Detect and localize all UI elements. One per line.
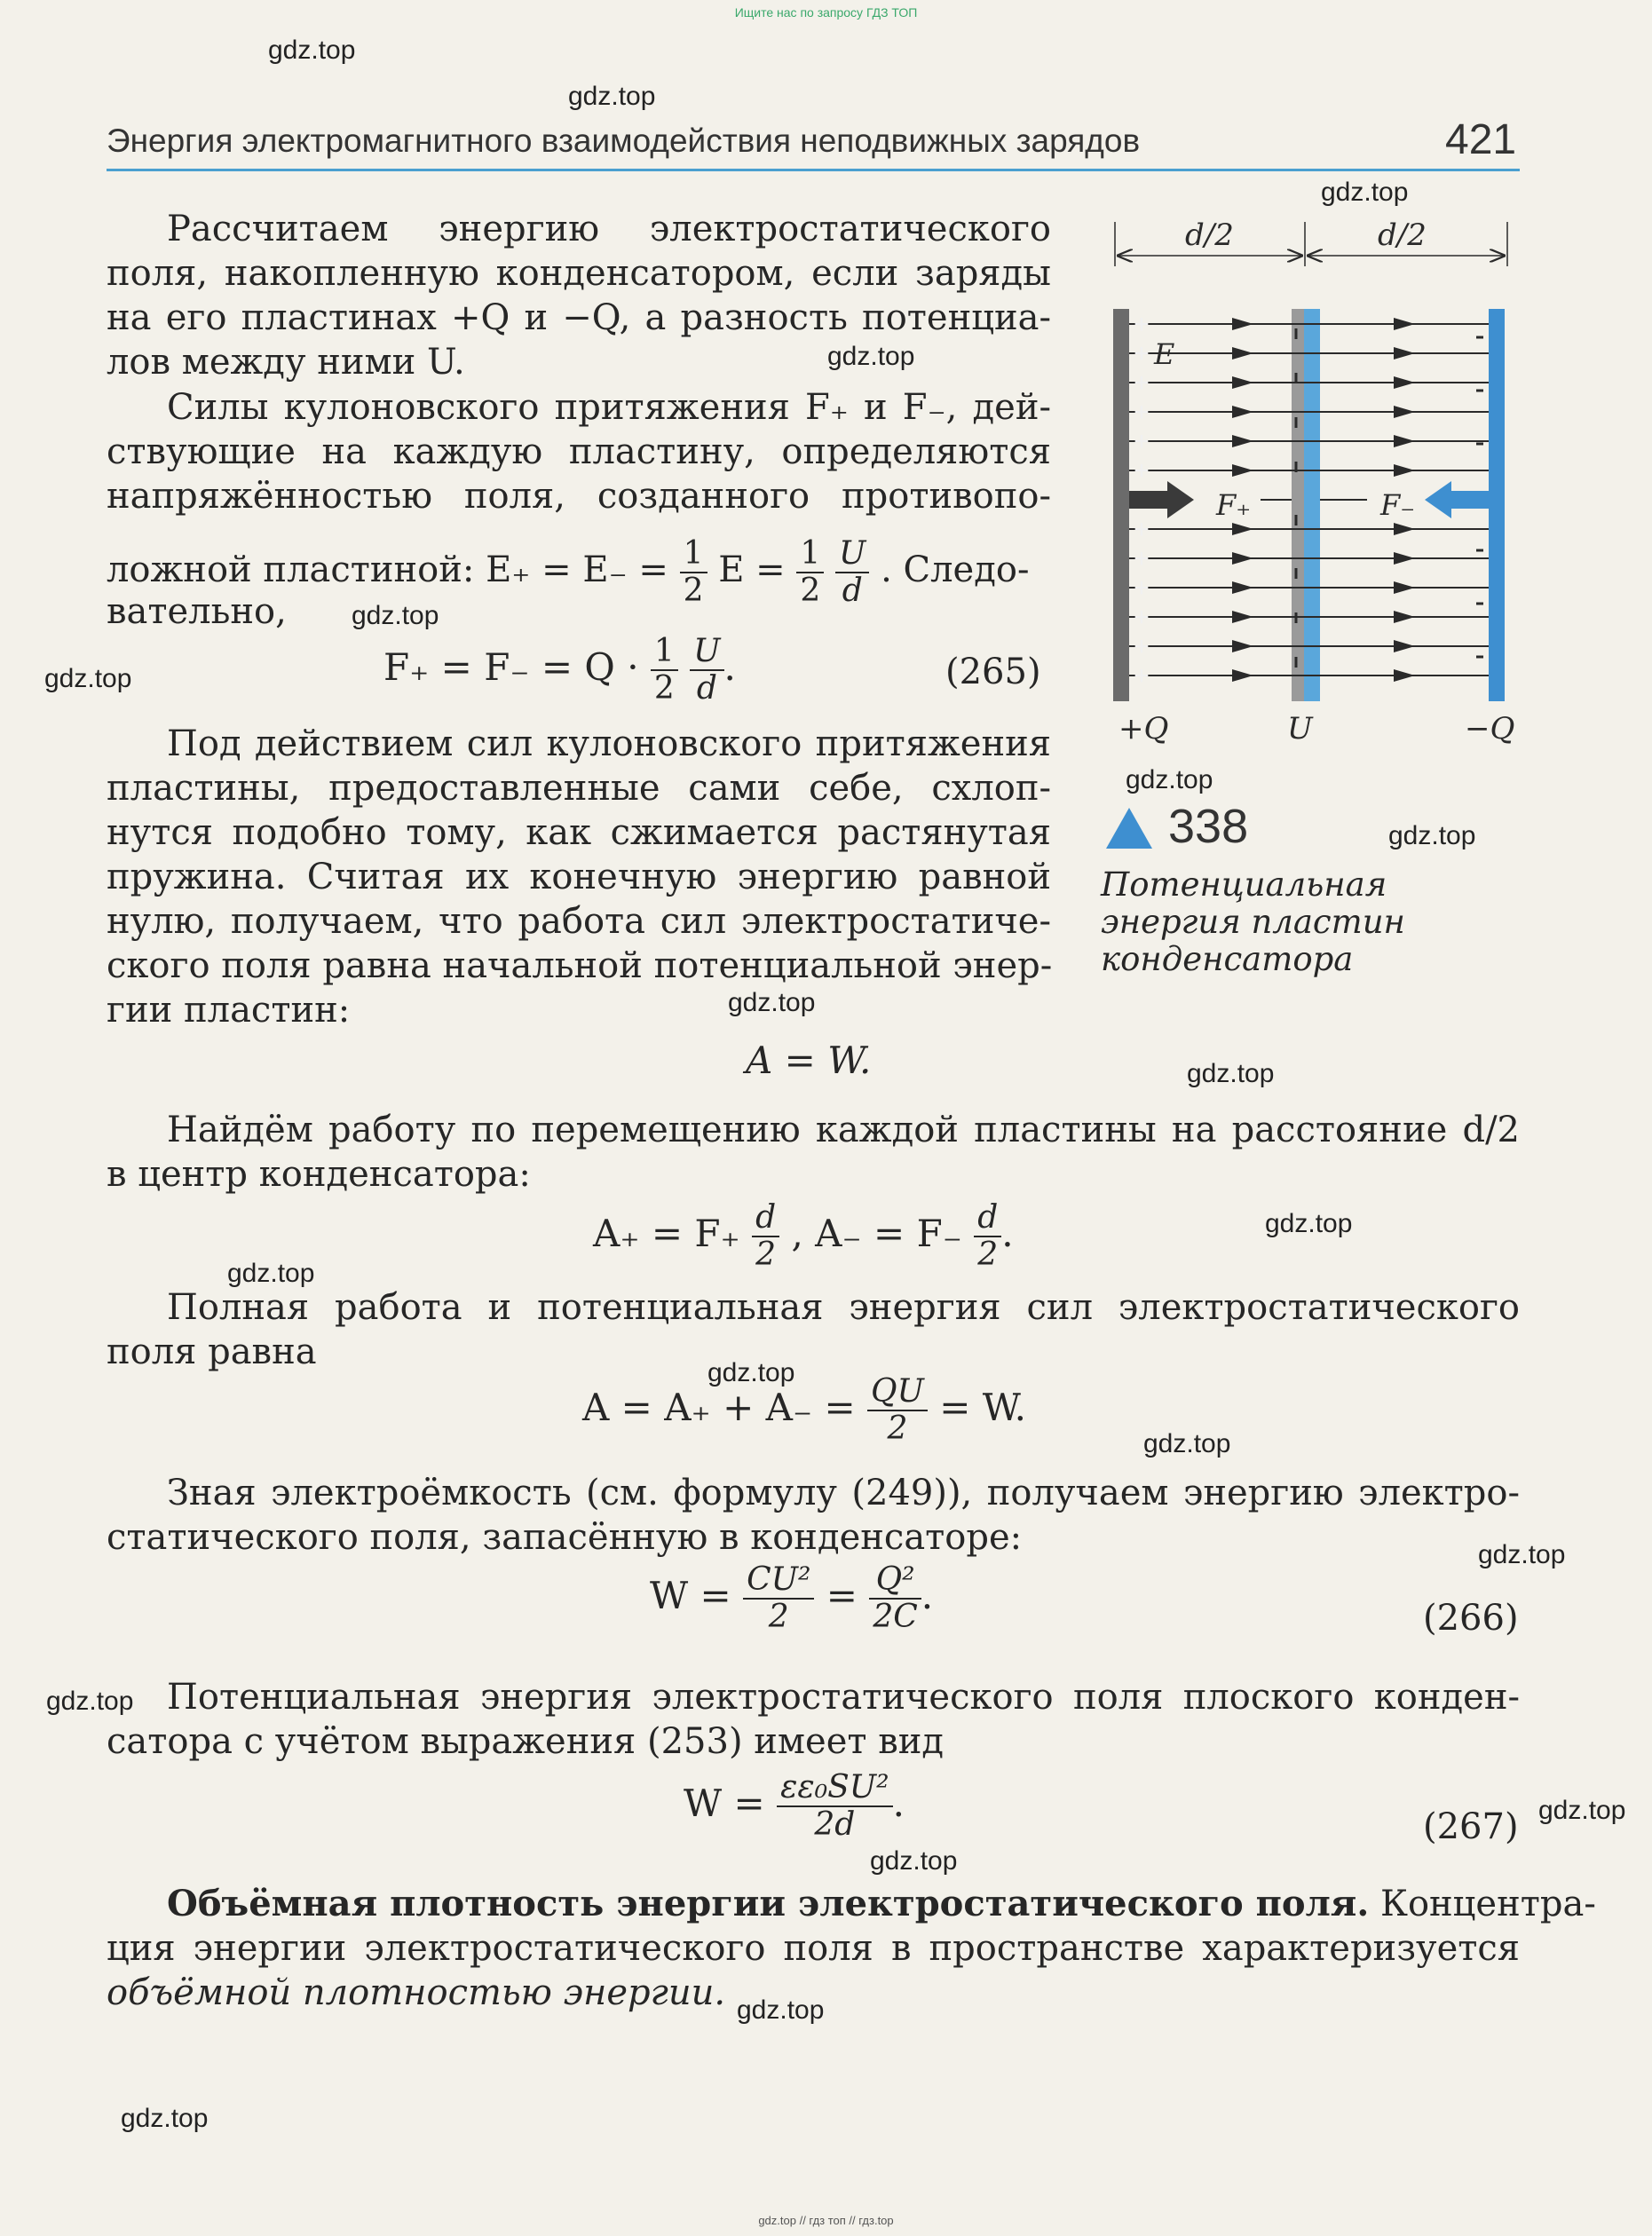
equation-number: (265): [945, 652, 1041, 692]
watermark: gdz.top: [827, 342, 915, 371]
fraction-u-over-d: $\frac{U}{d}$: [835, 536, 869, 609]
bottom-note: gdz.top // гдз топ // гдз.top: [758, 2214, 894, 2227]
figure-caption: [1101, 866, 1405, 978]
middle-plate: [1292, 309, 1304, 701]
text-line: сатора с учётом выражения (253) имеет вид: [107, 1721, 945, 1762]
text-fragment: Концентра-: [1369, 1884, 1596, 1924]
text-line: Потенциальная энергия электростатического поля плоского конден-: [167, 1677, 1520, 1718]
text-line: поля равна: [107, 1331, 317, 1372]
watermark: gdz.top: [707, 1358, 795, 1387]
top-note: Ищите нас по запросу ГДЗ ТОП: [734, 5, 918, 20]
watermark: gdz.top: [737, 1995, 825, 2025]
caption-line: Потенциальная: [1101, 865, 1387, 904]
capacitor-figure: [1101, 213, 1527, 746]
text-line: нулю, получаем, что работа сил электростатиче-: [107, 901, 1051, 942]
svg-text:+: +: [1134, 515, 1150, 544]
text-line: вательно,: [107, 591, 287, 632]
watermark: gdz.top: [1143, 1429, 1231, 1458]
label-u: U: [1287, 711, 1313, 746]
text-line: Полная работа и потенциальная энергия сил электростатического: [167, 1287, 1520, 1328]
svg-text:+: +: [1134, 632, 1150, 661]
equation-266: W = $\frac{\text{CU²}}{2}$ = $\frac{\text{Q²}}{2C}$ .: [650, 1561, 934, 1635]
watermark: gdz.top: [1538, 1796, 1626, 1825]
text-line: статического поля, запасённую в конденсаторе:: [107, 1517, 1023, 1558]
header-rule: [107, 169, 1520, 171]
equation-265: F₊ = F₋ = Q · $\frac{1}{2}$ $\frac{U}{d}$ .: [383, 633, 736, 707]
text-line: гии пластин:: [107, 990, 351, 1031]
fraction-d-over-2: $\frac{d}{2}$: [974, 1200, 1001, 1273]
caption-line: энергия пластин: [1101, 903, 1405, 941]
middle-plate-shade: [1304, 309, 1320, 701]
watermark: gdz.top: [268, 36, 356, 65]
text-line: Зная электроёмкость (см. формулу (249)), получаем энергию электро-: [167, 1473, 1520, 1513]
equation-267: W = $\frac{\text{εε₀SU²}}{2d}$ .: [684, 1769, 905, 1843]
equation-part: A = A₊ + A₋ =: [582, 1386, 856, 1429]
negative-plate: [1489, 309, 1505, 701]
watermark: gdz.top: [1321, 178, 1409, 207]
text-fragment: ложной пластиной: E₊ = E₋ =: [107, 549, 668, 590]
italic-term: объёмной плотностью энергии.: [107, 1972, 726, 2013]
svg-text:+: +: [1134, 427, 1150, 456]
text-line: Найдём работу по перемещению каждой пластины на расстояние d/2: [167, 1110, 1520, 1150]
watermark: gdz.top: [1187, 1059, 1275, 1088]
force-plus-label: F₊: [1216, 488, 1252, 522]
text-line: ского поля равна начальной потенциальной энер-: [107, 945, 1053, 986]
text-line: нутся подобно тому, как сжимается растянутая: [107, 812, 1051, 853]
text-line: Под действием сил кулоновского притяжения: [167, 723, 1051, 764]
text-line: лов между ними U.: [107, 342, 465, 383]
equation-number: (267): [1423, 1806, 1519, 1847]
fraction-half: $\frac{1}{2}$: [796, 536, 824, 609]
watermark: gdz.top: [121, 2104, 209, 2133]
label-plus-q: +Q: [1118, 711, 1169, 746]
text-line: поля, накопленную конденсатором, если заряды: [107, 253, 1051, 294]
field-label: E: [1154, 337, 1175, 371]
running-header: Энергия электромагнитного взаимодействия неподвижных зарядов: [107, 122, 1141, 159]
svg-text:+: +: [1134, 310, 1150, 339]
dim-label-left: d/2: [1185, 217, 1234, 253]
fraction-d-over-2: $\frac{d}{2}$: [752, 1200, 779, 1273]
text-fragment: . Следо-: [881, 549, 1030, 590]
text-line: пластины, предоставленные сами себе, схлоп-: [107, 768, 1051, 809]
equation-part: W =: [650, 1574, 731, 1617]
watermark: gdz.top: [1478, 1540, 1566, 1569]
fraction-half: $\frac{1}{2}$: [651, 634, 678, 707]
equation-total-work: [582, 1374, 1026, 1447]
svg-text:+: +: [1134, 573, 1150, 603]
force-minus-label: F₋: [1380, 488, 1416, 522]
positive-plate: [1113, 309, 1129, 701]
page-number: 421: [1445, 116, 1517, 163]
svg-text:+: +: [1134, 544, 1150, 573]
svg-text:+: +: [1134, 603, 1150, 632]
watermark: gdz.top: [1388, 821, 1476, 850]
fraction-q2-over-2c: $\frac{\text{Q²}}{2C}$: [869, 1562, 921, 1635]
text-line: на его пластинах +Q и −Q, а разность потенциа-: [107, 297, 1051, 338]
text-fragment: E =: [718, 549, 786, 590]
svg-text:+: +: [1134, 661, 1150, 691]
label-minus-q: −Q: [1465, 711, 1515, 746]
equation-number: (266): [1423, 1598, 1519, 1639]
force-arrow-minus: [1425, 481, 1489, 518]
text-line: ция энергии электростатического поля в пространстве характеризуется: [107, 1928, 1520, 1969]
watermark: gdz.top: [870, 1846, 958, 1876]
fraction-cu2-over-2: $\frac{\text{CU²}}{2}$: [743, 1562, 814, 1635]
text-line: Силы кулоновского притяжения F₊ и F₋, дей-: [167, 387, 1051, 428]
watermark: gdz.top: [352, 601, 439, 630]
equation-part: W =: [684, 1782, 765, 1825]
text-line: пружина. Считая их конечную энергию равной: [107, 857, 1051, 897]
svg-text:+: +: [1134, 339, 1150, 368]
fraction-half: $\frac{1}{2}$: [680, 536, 707, 609]
equation-part: , A₋ = F₋: [791, 1212, 962, 1255]
equation-part: = W.: [939, 1386, 1026, 1429]
watermark: gdz.top: [1126, 765, 1213, 794]
dim-label-right: d/2: [1378, 217, 1427, 253]
text-line: Рассчитаем энергию электростатического: [167, 209, 1051, 249]
watermark: gdz.top: [227, 1259, 315, 1288]
watermark: gdz.top: [1265, 1209, 1353, 1238]
text-line: [167, 1882, 1596, 1926]
equation-lhs: F₊ = F₋ = Q ·: [383, 645, 639, 689]
caption-line: конденсатора: [1101, 940, 1354, 978]
watermark: gdz.top: [44, 664, 132, 693]
text-line: напряжённостью поля, созданного противопо-: [107, 476, 1051, 517]
bold-term: Объёмная плотность энергии электростатического поля.: [167, 1883, 1370, 1924]
force-arrow-plus: [1129, 481, 1194, 518]
equation-work: A₊ = F₊ $\frac{d}{2}$ , A₋ = F₋ $\frac{d}{2}$ .: [593, 1199, 1014, 1273]
fraction-capacitor-energy: $\frac{\text{εε₀SU²}}{2d}$: [777, 1770, 893, 1843]
svg-text:+: +: [1134, 398, 1150, 427]
triangle-marker-icon: [1104, 806, 1154, 850]
figure-number: 338: [1168, 800, 1249, 853]
equation-a-equals-w: A = W.: [746, 1039, 872, 1082]
watermark: gdz.top: [568, 82, 656, 111]
watermark: gdz.top: [728, 988, 816, 1017]
svg-text:+: +: [1134, 456, 1150, 486]
fraction-u-over-d: $\frac{U}{d}$: [690, 634, 723, 707]
text-line: ствующие на каждую пластину, определяются: [107, 431, 1051, 472]
svg-text:+: +: [1134, 368, 1150, 398]
text-line: в центр конденсатора:: [107, 1154, 531, 1195]
watermark: gdz.top: [46, 1687, 134, 1716]
equation-part: A₊ = F₊: [593, 1212, 740, 1255]
fraction-qu-over-2: $\frac{QU}{2}$: [867, 1374, 928, 1447]
